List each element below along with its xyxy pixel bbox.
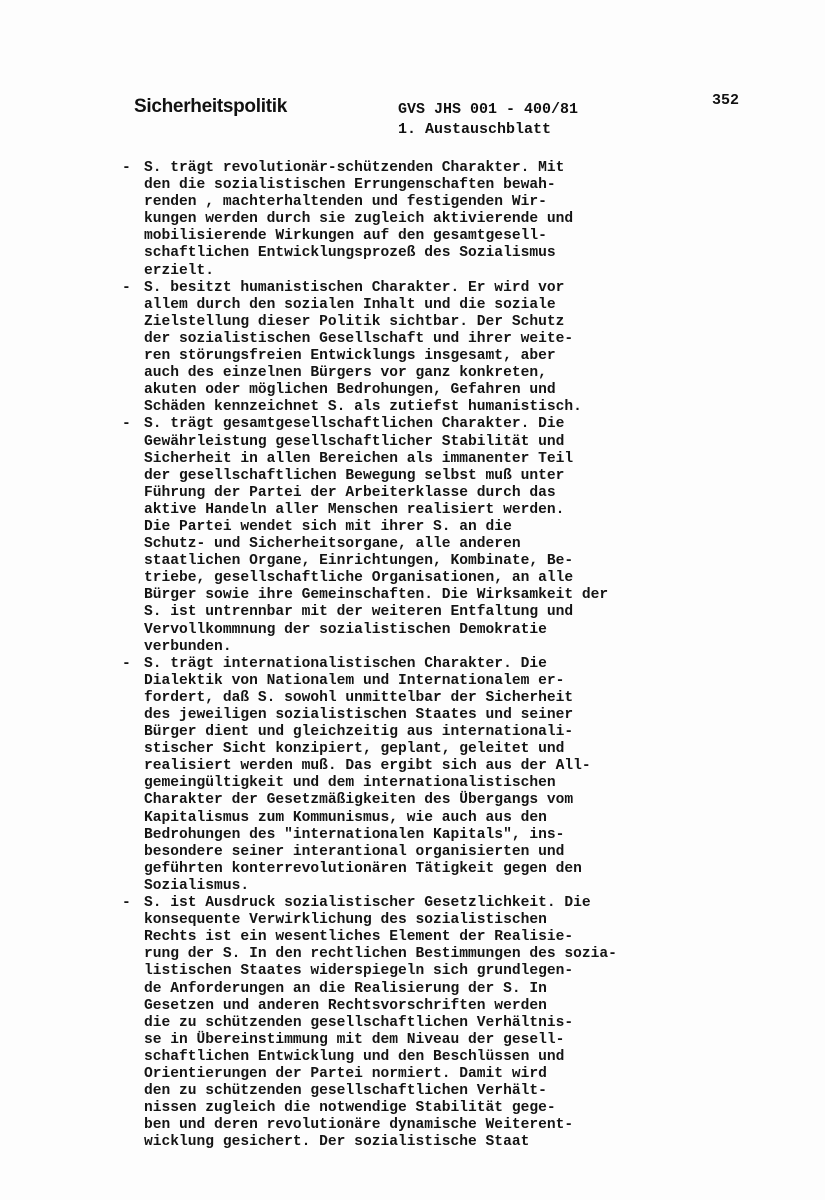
body-text [122, 160, 642, 1151]
reference-line: 1. Austauschblatt [398, 121, 552, 138]
list-item [122, 656, 642, 895]
text-line: staatlichen Organe, Einrichtungen, Kombinate, Be- [144, 553, 574, 570]
text-line: Schäden kennzeichnet S. als zutiefst humanistisch. [144, 399, 582, 416]
text-line: aktive Handeln aller Menschen realisiert werden. [144, 501, 565, 518]
text-line: Rechts ist ein wesentliches Element der Realisie- [144, 929, 574, 946]
text-line: geführten konterrevolutionären Tätigkeit gegen den [144, 860, 582, 877]
text-line: S. ist untrennbar mit der weiteren Entfaltung und [144, 604, 574, 621]
text-line: realisiert werden muß. Das ergibt sich aus der All- [144, 758, 591, 775]
list-item [122, 416, 642, 655]
text-line: mobilisierende Wirkungen auf den gesamtgesell- [144, 228, 547, 245]
reference-line: GVS JHS 001 - 400/81 [398, 101, 579, 118]
text-line: Dialektik von Nationalem und Internationalem er- [144, 672, 565, 689]
text-line: allem durch den sozialen Inhalt und die soziale [144, 296, 556, 313]
text-line: Gewährleistung gesellschaftlicher Stabilität und [144, 433, 565, 450]
text-line: Sozialismus. [144, 877, 250, 894]
text-line: Schutz- und Sicherheitsorgane, alle anderen [144, 536, 521, 553]
text-line: S. trägt revolutionär-schützenden Charakter. Mit [144, 160, 565, 176]
page-number: 352 [712, 92, 740, 109]
text-line: Gesetzen und anderen Rechtsvorschriften werden [144, 997, 547, 1014]
text-line: Kapitalismus zum Kommunismus, wie auch aus den [144, 809, 547, 826]
text-line: konsequente Verwirklichung des sozialistischen [144, 912, 547, 929]
text-line: S. trägt internationalistischen Charakter. Die [144, 655, 547, 672]
text-line: kungen werden durch sie zugleich aktivierende und [144, 211, 574, 228]
list-dash: - [122, 416, 131, 433]
text-line: die zu schützenden gesellschaftlichen Verhältnis- [144, 1014, 574, 1031]
text-line: Sicherheit in allen Bereichen als immanenter Teil [144, 450, 574, 467]
text-line: Bedrohungen des "internationalen Kapitals", ins- [144, 826, 565, 843]
text-line: Zielstellung dieser Politik sichtbar. Der Schutz [144, 313, 565, 330]
text-line: der sozialistischen Gesellschaft und ihrer weite- [144, 330, 574, 347]
text-line: schaftlichen Entwicklungsprozeß des Sozialismus [144, 245, 556, 262]
text-line: renden , machterhaltenden und festigenden Wir- [144, 194, 547, 211]
text-line: Bürger dient und gleichzeitig aus internationali- [144, 724, 574, 741]
text-line: des jeweiligen sozialistischen Staates und seiner [144, 707, 574, 723]
document-reference [398, 100, 578, 140]
text-line: listischen Staates widerspiegeln sich grundlegen- [144, 963, 574, 980]
text-line: rung der S. In den rechtlichen Bestimmungen des sozia- [144, 946, 617, 963]
text-line: nissen zugleich die notwendige Stabilität gege- [144, 1100, 556, 1117]
text-line: akuten oder möglichen Bedrohungen, Gefahren und [144, 382, 556, 399]
list-item [122, 895, 642, 1151]
text-line: S. trägt gesamtgesellschaftlichen Charakter. Die [144, 416, 565, 433]
text-line: de Anforderungen an die Realisierung der S. In [144, 980, 547, 997]
list-dash: - [122, 655, 131, 672]
text-line: ben und deren revolutionäre dynamische Weiterent- [144, 1117, 574, 1134]
list-item [122, 160, 642, 280]
text-line: schaftlichen Entwicklung und den Beschlüssen und [144, 1048, 565, 1065]
text-line: den zu schützenden gesellschaftlichen Verhält- [144, 1083, 547, 1100]
text-line: auch des einzelnen Bürgers vor ganz konkreten, [144, 365, 547, 382]
text-line: wicklung gesichert. Der sozialistische Staat [144, 1134, 530, 1151]
text-line: erzielt. [144, 262, 215, 279]
list-dash: - [122, 279, 131, 296]
text-line: Führung der Partei der Arbeiterklasse durch das [144, 484, 556, 501]
text-line: triebe, gesellschaftliche Organisationen, an alle [144, 570, 574, 587]
text-line: Orientierungen der Partei normiert. Damit wird [144, 1065, 547, 1082]
text-line: verbunden. [144, 638, 232, 655]
list-item [122, 280, 642, 417]
text-line: Charakter der Gesetzmäßigkeiten des Übergangs vom [144, 792, 574, 809]
text-line: den die sozialistischen Errungenschaften bewah- [144, 177, 556, 194]
text-line: S. besitzt humanistischen Charakter. Er wird vor [144, 279, 565, 296]
text-line: ren störungsfreien Entwicklungs insgesamt, aber [144, 348, 556, 365]
text-line: gemeingültigkeit und dem internationalistischen [144, 775, 556, 792]
text-line: S. ist Ausdruck sozialistischer Gesetzlichkeit. Die [144, 895, 591, 912]
text-line: der gesellschaftlichen Bewegung selbst muß unter [144, 467, 565, 484]
list-dash: - [122, 895, 131, 912]
text-line: Bürger sowie ihre Gemeinschaften. Die Wirksamkeit der [144, 587, 609, 604]
text-line: Die Partei wendet sich mit ihrer S. an die [144, 518, 512, 535]
text-line: stischer Sicht konzipiert, geplant, geleitet und [144, 741, 565, 758]
text-line: se in Übereinstimmung mit dem Niveau der gesell- [144, 1031, 565, 1048]
text-line: fordert, daß S. sowohl unmittelbar der Sicherheit [144, 689, 574, 706]
text-line: besondere seiner interantional organisierten und [144, 843, 565, 860]
page-title: Sicherheitspolitik [134, 96, 287, 117]
list-dash: - [122, 160, 131, 176]
text-line: Vervollkommnung der sozialistischen Demokratie [144, 621, 547, 638]
